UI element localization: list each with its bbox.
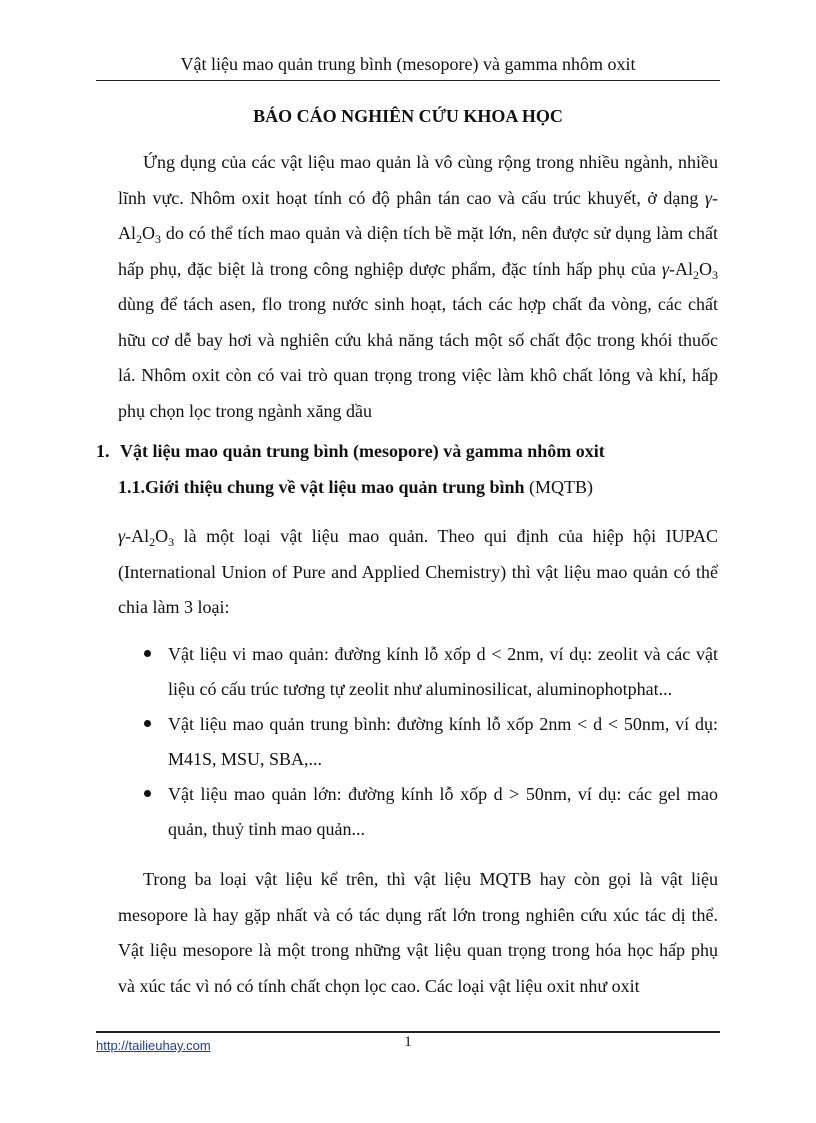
- formula-o: O: [142, 223, 155, 243]
- list-item-text: Vật liệu vi mao quản: đường kính lỗ xốp d < 2nm, ví dụ: zeolit và các vật liệu có cấu trúc tương tự zeolit như aluminosilicat, aluminophotphat...: [168, 644, 718, 699]
- section-heading-1: [96, 436, 720, 466]
- running-header: Vật liệu mao quản trung bình (mesopore) và gamma nhôm oxit: [180, 54, 636, 74]
- section-heading-1-1: [118, 472, 718, 502]
- intro-text-3: dùng để tách asen, flo trong nước sinh hoạt, tách các hợp chất đa vòng, các chất hữu cơ dễ bay hơi và nghiên cứu khả năng tách một số chất độc trong khói thuốc lá. Nhôm oxit còn có vai trò quan trọng trong việc làm khô chất lỏng và khí, hấp phụ chọn lọc trong ngành xăng dầu: [118, 294, 718, 421]
- section-number: 1.: [96, 441, 110, 461]
- formula-subscript: 3: [155, 232, 161, 246]
- bullet-icon: [144, 790, 151, 797]
- formula-subscript: 2: [693, 267, 699, 282]
- formula-al: -Al: [125, 526, 150, 546]
- list-item-text: Vật liệu mao quản trung bình: đường kính lỗ xốp 2nm < d < 50nm, ví dụ: M41S, MSU, SBA,...: [168, 714, 718, 769]
- list-item-text: Vật liệu mao quản lớn: đường kính lỗ xốp d > 50nm, ví dụ: các gel mao quản, thuỷ tinh mao quản...: [168, 784, 718, 839]
- list-item: [118, 707, 718, 777]
- bullet-icon: [144, 720, 151, 727]
- formula-subscript: 2: [136, 232, 142, 246]
- intro-text-1: Ứng dụng của các vật liệu mao quản là vô cùng rộng trong nhiều ngành, nhiều lĩnh vực. Nhôm oxit hoạt tính có độ phân tán cao và cấu trúc khuyết, ở dạng: [118, 152, 718, 208]
- page-number: 1: [404, 1034, 412, 1050]
- classification-paragraph: [118, 519, 718, 626]
- section-title: Vật liệu mao quản trung bình (mesopore) và gamma nhôm oxit: [120, 441, 605, 461]
- footer-divider: [96, 1031, 720, 1033]
- pore-type-list: [118, 637, 718, 847]
- formula-o: O: [155, 526, 169, 546]
- gamma-symbol: γ: [704, 187, 712, 208]
- gamma-symbol: γ: [118, 526, 126, 546]
- mesopore-paragraph: Trong ba loại vật liệu kể trên, thì vật liệu MQTB hay còn gọi là vật liệu mesopore là hay gặp nhất và có tác dụng rất lớn trong nghiên cứu xúc tác dị thể. Vật liệu mesopore là một trong những vật liệu quan trọng trong hóa học hấp phụ và xúc tác vì nó có tính chất chọn lọc cao. Các loại vật liệu oxit như oxit: [118, 869, 718, 996]
- intro-paragraph: [118, 145, 718, 429]
- report-title: BÁO CÁO NGHIÊN CỨU KHOA HỌC: [253, 106, 563, 126]
- formula-al: -Al: [669, 258, 693, 279]
- formula-subscript: 3: [168, 535, 175, 549]
- subsection-abbr: (MQTB): [529, 477, 594, 497]
- subsection-title: 1.1.Giới thiệu chung về vật liệu mao quản trung bình: [118, 477, 530, 497]
- header-divider: [96, 80, 720, 81]
- list-item: [118, 777, 718, 847]
- formula-al: -Al: [118, 187, 718, 243]
- formula-o: O: [699, 258, 712, 279]
- gamma-symbol: γ: [661, 258, 669, 279]
- classification-text: là một loại vật liệu mao quản. Theo qui định của hiệp hội IUPAC (International Union of Pure and Applied Chemistry) thì vật liệu mao quản có thể chia làm 3 loại:: [118, 526, 718, 617]
- formula-subscript: 2: [149, 535, 156, 549]
- formula-subscript: 3: [712, 267, 718, 282]
- list-item: [118, 637, 718, 707]
- source-link[interactable]: http://tailieuhay.com: [96, 1038, 211, 1053]
- intro-text-2: do có thể tích mao quản và diện tích bề mặt lớn, nên được sử dụng làm chất hấp phụ, đặc biệt là trong công nghiệp dược phẩm, đặc tính hấp phụ của: [118, 223, 718, 279]
- bullet-icon: [144, 650, 151, 657]
